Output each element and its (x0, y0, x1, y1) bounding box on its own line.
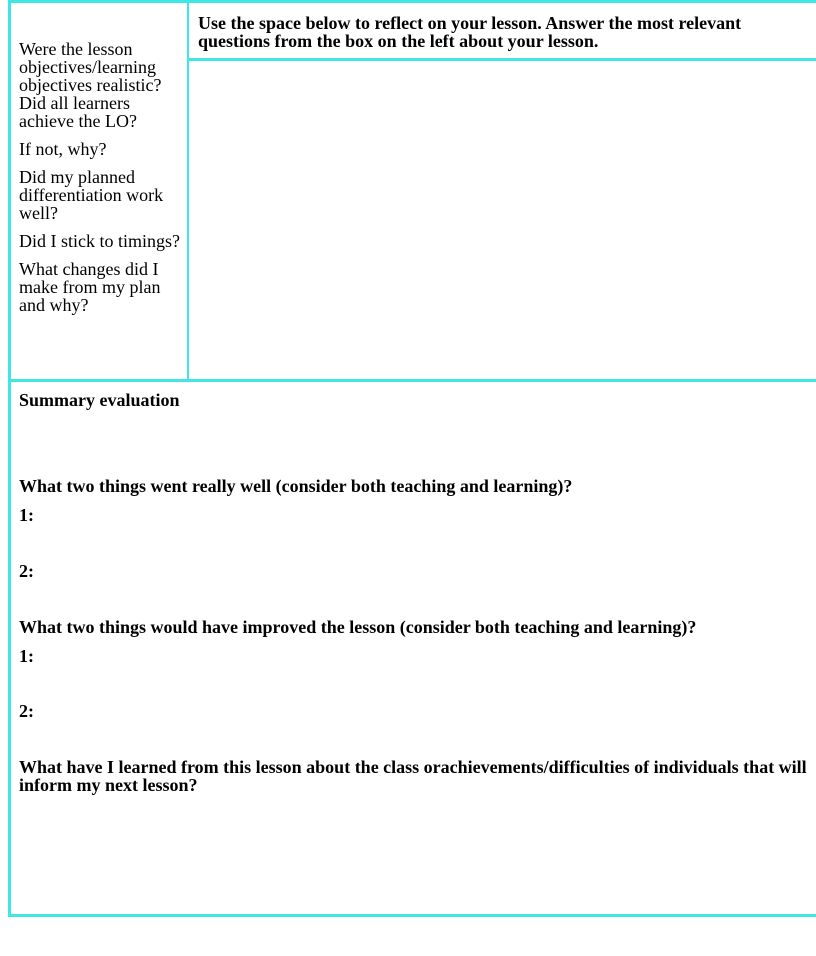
reflection-instructions-cell (189, 3, 816, 61)
went-well-item-2: 2: (19, 561, 34, 581)
improve-question: What two things would have improved the lesson (consider both teaching and learning)? (19, 617, 697, 637)
question-timings: Did I stick to timings? (19, 231, 180, 251)
question-differentiation: Did my planned differentiation work well? (19, 167, 164, 223)
reflection-table (8, 0, 816, 917)
reflection-instructions: Use the space below to reflect on your lesson. Answer the most relevant questions from the box on the left about your lesson. (198, 13, 742, 51)
question-changes: What changes did I make from my plan and why? (19, 259, 161, 315)
improve-item-2: 2: (19, 701, 34, 721)
row-divider (11, 379, 816, 382)
summary-heading: Summary evaluation (19, 390, 180, 410)
reflection-questions-cell (11, 3, 189, 379)
went-well-item-1: 1: (19, 505, 34, 525)
question-objectives: Were the lesson objectives/learning objectives realistic? Did all learners achieve the LO? (19, 39, 162, 131)
reflection-questions-list (19, 40, 184, 324)
learned-question: What have I learned from this lesson about the class orachievements/difficulties of individuals that will inform my next lesson? (19, 757, 807, 795)
improve-item-1: 1: (19, 646, 34, 666)
question-if-not-why: If not, why? (19, 139, 107, 159)
went-well-question: What two things went really well (consider both teaching and learning)? (19, 476, 573, 496)
